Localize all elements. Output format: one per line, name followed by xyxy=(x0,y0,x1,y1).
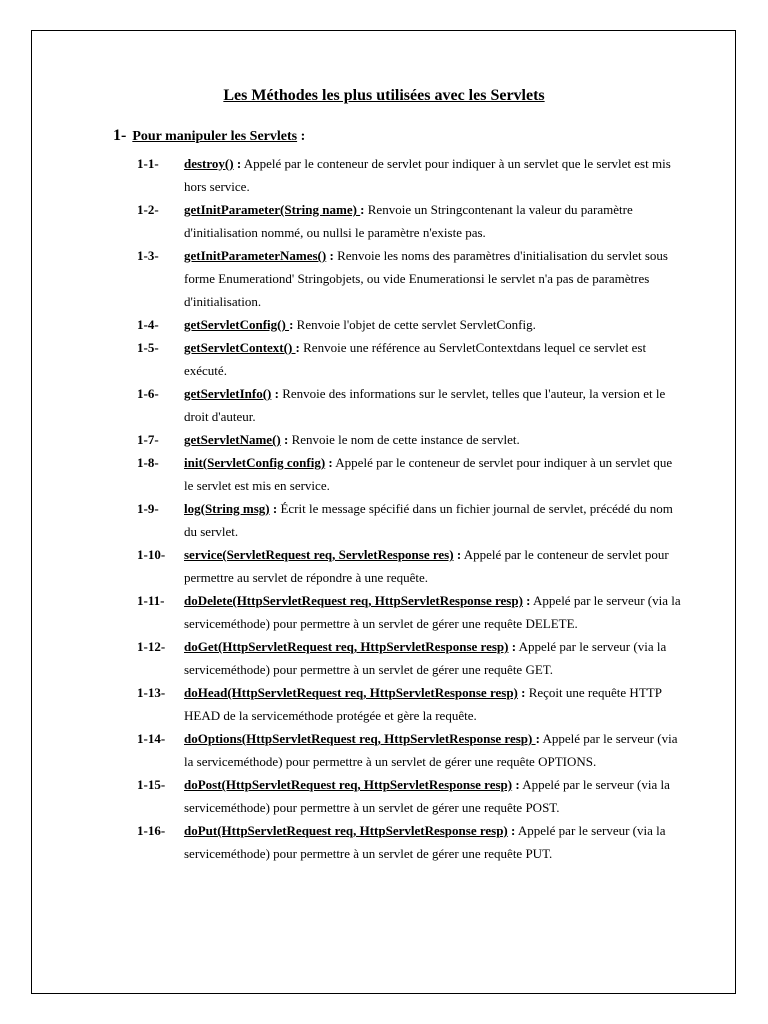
item-separator: : xyxy=(271,386,279,401)
method-name: init(ServletConfig config) xyxy=(184,455,326,470)
item-number: 1-9- xyxy=(137,501,159,516)
list-item xyxy=(137,336,682,382)
method-description: Appelé par le serveur (via la serviceméthode) pour permettre à un servlet de gérer une requête GET. xyxy=(184,639,667,677)
list-item xyxy=(137,635,682,681)
section-number: 1- xyxy=(113,127,127,144)
item-number: 1-12- xyxy=(137,639,166,654)
method-description: Renvoie le nom de cette instance de servlet. xyxy=(288,432,520,447)
item-number: 1-14- xyxy=(137,731,166,746)
method-name: doOptions(HttpServletRequest req, HttpServletResponse resp) xyxy=(184,731,536,746)
list-item xyxy=(137,198,682,244)
list-item xyxy=(137,451,682,497)
list-item xyxy=(137,382,682,428)
section-label: Pour manipuler les Servlets xyxy=(132,129,298,144)
method-name: doDelete(HttpServletRequest req, HttpServletResponse resp) xyxy=(184,593,523,608)
item-separator: : xyxy=(289,317,294,332)
method-description: Appelé par le serveur (via la serviceméthode) pour permettre à un servlet de gérer une requête PUT. xyxy=(184,823,666,861)
method-description: Appelé par le serveur (via la serviceméthode) pour permettre à un servlet de gérer une requête OPTIONS. xyxy=(184,731,678,769)
item-separator: : xyxy=(517,685,526,700)
item-separator: : xyxy=(522,593,531,608)
method-description: Appelé par le conteneur de servlet pour indiquer à un servlet que le servlet est mis hors service. xyxy=(184,156,671,194)
method-description: Renvoie un Stringcontenant la valeur du paramètre d'initialisation nommé, ou nullsi le paramètre n'existe pas. xyxy=(184,202,633,240)
method-description: Renvoie les noms des paramètres d'initialisation du servlet sous forme Enumerationd' Stringobjets, ou vide Enumerationsi le servlet n'a pas de paramètres d'initialisation. xyxy=(184,248,668,309)
method-name: destroy() xyxy=(184,156,234,171)
list-item xyxy=(137,244,682,313)
method-name: getServletContext() xyxy=(184,340,296,355)
method-name: getServletInfo() xyxy=(184,386,272,401)
item-number: 1-13- xyxy=(137,685,166,700)
method-description: Écrit le message spécifié dans un fichier journal de servlet, précédé du nom du servlet. xyxy=(184,501,673,539)
item-number: 1-6- xyxy=(137,386,159,401)
list-item xyxy=(137,497,682,543)
list-item xyxy=(137,819,682,865)
method-name: doGet(HttpServletRequest req, HttpServletResponse resp) xyxy=(184,639,509,654)
method-description: Reçoit une requête HTTP HEAD de la serviceméthode protégée et gère la requête. xyxy=(184,685,662,723)
item-number: 1-1- xyxy=(137,156,159,171)
method-name: doHead(HttpServletRequest req, HttpServletResponse resp) xyxy=(184,685,518,700)
item-separator: : xyxy=(325,455,333,470)
item-number: 1-8- xyxy=(137,455,159,470)
list-item xyxy=(137,727,682,773)
item-separator: : xyxy=(453,547,462,562)
method-name: log(String msg) xyxy=(184,501,270,516)
item-separator: : xyxy=(507,823,516,838)
method-name: getServletConfig() xyxy=(184,317,290,332)
item-number: 1-7- xyxy=(137,432,159,447)
item-separator: : xyxy=(326,248,334,263)
method-description: Appelé par le conteneur de servlet pour permettre au servlet de répondre à une requête. xyxy=(184,547,669,585)
method-description: Renvoie des informations sur le servlet, telles que l'auteur, la version et le droit d'auteur. xyxy=(184,386,666,424)
item-separator: : xyxy=(508,639,517,654)
item-number: 1-4- xyxy=(137,317,159,332)
item-number: 1-5- xyxy=(137,340,159,355)
method-description: Appelé par le serveur (via la serviceméthode) pour permettre à un servlet de gérer une requête POST. xyxy=(184,777,670,815)
method-description: Renvoie l'objet de cette servlet ServletConfig. xyxy=(293,317,536,332)
method-description: Appelé par le serveur (via la serviceméthode) pour permettre à un servlet de gérer une requête DELETE. xyxy=(184,593,681,631)
item-separator: : xyxy=(280,432,289,447)
method-list xyxy=(137,152,682,865)
method-name: getInitParameterNames() xyxy=(184,248,327,263)
list-item xyxy=(137,152,682,198)
method-name: service(ServletRequest req, ServletResponse res) xyxy=(184,547,454,562)
list-item xyxy=(137,543,682,589)
method-description: Appelé par le conteneur de servlet pour indiquer à un servlet que le servlet est mis en service. xyxy=(184,455,673,493)
section-heading xyxy=(113,127,305,145)
item-separator: : xyxy=(295,340,300,355)
list-item xyxy=(137,428,682,451)
item-number: 1-16- xyxy=(137,823,166,838)
item-separator: : xyxy=(535,731,540,746)
list-item xyxy=(137,681,682,727)
item-separator: : xyxy=(512,777,520,792)
method-name: doPost(HttpServletRequest req, HttpServletResponse resp) xyxy=(184,777,513,792)
section-colon: : xyxy=(297,129,306,144)
list-item xyxy=(137,589,682,635)
item-separator: : xyxy=(360,202,365,217)
item-number: 1-2- xyxy=(137,202,159,217)
method-name: getInitParameter(String name) xyxy=(184,202,361,217)
item-number: 1-10- xyxy=(137,547,166,562)
method-name: doPut(HttpServletRequest req, HttpServletResponse resp) xyxy=(184,823,508,838)
method-description: Renvoie une référence au ServletContextdans lequel ce servlet est exécuté. xyxy=(184,340,647,378)
item-separator: : xyxy=(269,501,278,516)
item-separator: : xyxy=(233,156,242,171)
page-title: Les Méthodes les plus utilisées avec les Servlets xyxy=(223,87,545,104)
method-name: getServletName() xyxy=(184,432,281,447)
list-item xyxy=(137,773,682,819)
item-number: 1-15- xyxy=(137,777,166,792)
item-number: 1-11- xyxy=(137,593,165,608)
list-item xyxy=(137,313,682,336)
item-number: 1-3- xyxy=(137,248,159,263)
